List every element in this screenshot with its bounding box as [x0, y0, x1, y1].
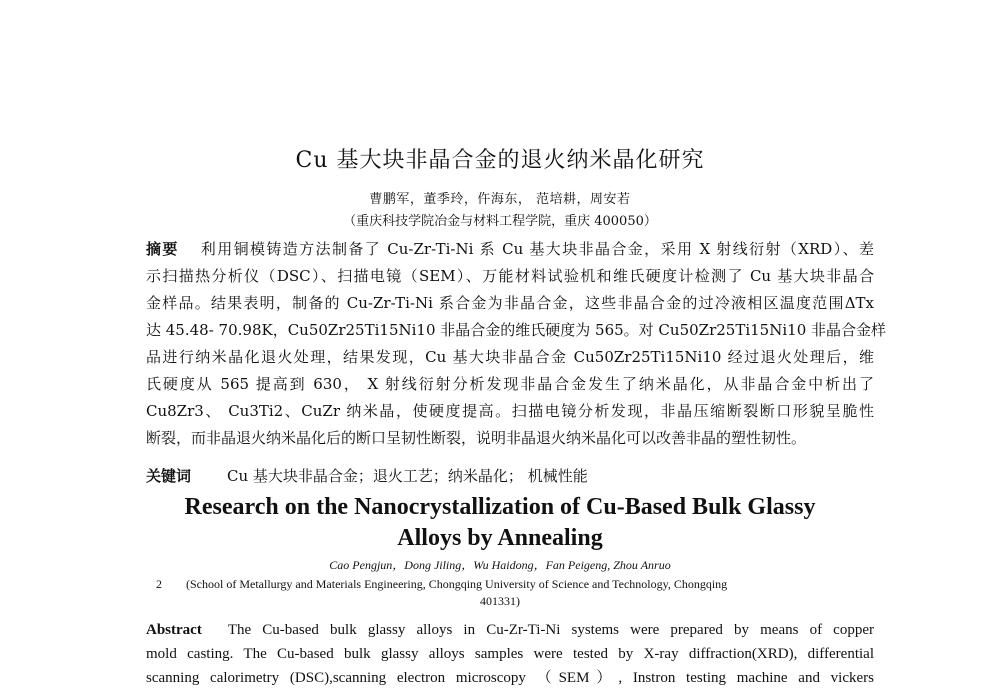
english-title	[0, 492, 1000, 554]
abstract-line: Abstract The Cu-based bulk glassy alloys in Cu-Zr-Ti-Ni systems were prepared by means of copper	[146, 622, 874, 638]
english-authors: Cao Pengjun，Dong Jiling，Wu Haidong，Fan Peigeng, Zhou Anruo	[329, 558, 671, 572]
abstract-line: 金样品。结果表明，制备的 Cu-Zr-Ti-Ni 系合金为非晶合金，这些非晶合金的过冷液相区温度范围ΔTx	[146, 294, 874, 312]
abstract-line: 氏硬度从 565 提高到 630， X 射线衍射分析发现非晶合金发生了纳米晶化，从非晶合金中析出了	[146, 375, 874, 393]
abstract-line: 示扫描热分析仪（DSC）、扫描电镜（SEM）、万能材料试验机和维氏硬度计检测了 Cu 基大块非晶合	[146, 267, 874, 285]
abstract-line: scanning calorimetry (DSC),scanning electron microscopy （SEM）, Instron testing machine and vickers	[146, 670, 874, 686]
keywords-label: 关键词	[146, 467, 192, 485]
affiliation-line: 401331)	[480, 594, 520, 608]
english-title-line: Alloys by Annealing	[397, 525, 603, 551]
abstract-line: 断裂，而非晶退火纳米晶化后的断口呈韧性断裂，说明非晶退火纳米晶化可以改善非晶的塑性韧性。	[146, 429, 807, 447]
english-affiliation	[150, 576, 850, 610]
chinese-abstract	[146, 236, 887, 452]
abstract-label: 摘要	[146, 240, 179, 258]
chinese-affiliation: （重庆科技学院冶金与材料工程学院，重庆 400050）	[343, 214, 657, 229]
abstract-line: Cu8Zr3、 Cu3Ti2、CuZr 纳米晶，使硬度提高。扫描电镜分析发现，非晶压缩断裂断口形貌呈脆性	[146, 402, 874, 420]
keywords-text: Cu 基大块非晶合金；退火工艺；纳米晶化； 机械性能	[227, 467, 588, 485]
affiliation-number: 2	[156, 577, 162, 591]
chinese-title: Cu 基大块非晶合金的退火纳米晶化研究	[295, 148, 705, 173]
abstract-line: 摘要 利用铜模铸造方法制备了 Cu-Zr-Ti-Ni 系 Cu 基大块非晶合金，采用 X 射线衍射（XRD）、差	[146, 240, 874, 258]
english-abstract	[146, 618, 874, 690]
abstract-line: mold casting. The Cu-based bulk glassy alloys samples were tested by X-ray diffraction(XRD), differential	[146, 646, 874, 662]
english-title-line: Research on the Nanocrystallization of Cu-Based Bulk Glassy	[184, 494, 816, 520]
affiliation-line: (School of Metallurgy and Materials Engineering, Chongqing University of Science and Technology, Chongqing	[186, 577, 728, 591]
chinese-keywords	[146, 465, 874, 486]
abstract-line: 达 45.48- 70.98K，Cu50Zr25Ti15Ni10 非晶合金的维氏硬度为 565。对 Cu50Zr25Ti15Ni10 非晶合金样	[146, 321, 887, 339]
chinese-authors: 曹鹏军，董季玲，仵海东， 范培耕，周安若	[369, 192, 631, 207]
abstract-label: Abstract	[146, 622, 202, 638]
abstract-line: 品进行纳米晶化退火处理，结果发现，Cu 基大块非晶合金 Cu50Zr25Ti15Ni10 经过退火处理后，维	[146, 348, 874, 366]
